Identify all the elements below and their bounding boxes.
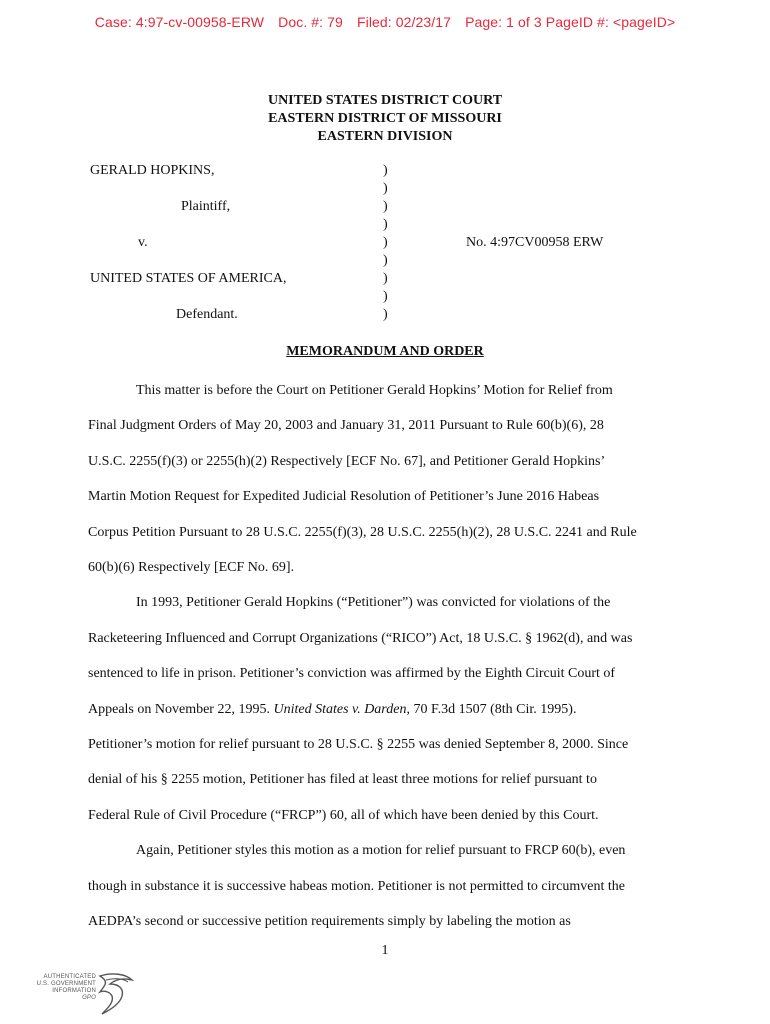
gpo-seal-line: AUTHENTICATED (43, 974, 96, 980)
caption-row (0, 289, 770, 307)
body-paragraph (88, 833, 684, 939)
defendant-role: Defendant. (176, 307, 238, 322)
page-id-header: Page: 1 of 3 PageID #: <pageID> (465, 14, 676, 30)
case-citation-name: United States v. Darden (273, 701, 407, 717)
plaintiff-role: Plaintiff, (181, 199, 231, 214)
caption-row (0, 253, 770, 271)
gpo-seal-text (32, 974, 96, 1002)
body-line: sentenced to life in prison. Petitioner’s conviction was affirmed by the Eighth Circuit Court of (88, 666, 616, 682)
court-division: EASTERN DIVISION (317, 129, 453, 144)
memorandum-body (88, 373, 684, 940)
caption-paren: ) (383, 199, 388, 214)
caption-row (0, 199, 770, 217)
caption-row (0, 271, 770, 289)
filed-date-header: Filed: 02/23/17 (356, 14, 452, 30)
document-title: MEMORANDUM AND ORDER (286, 344, 484, 359)
court-heading (0, 92, 770, 146)
gpo-authentication-seal (32, 970, 142, 1018)
body-line: 60(b)(6) Respectively [ECF No. 69]. (88, 560, 295, 576)
court-district: EASTERN DISTRICT OF MISSOURI (268, 111, 502, 126)
body-line: Racketeering Influenced and Corrupt Organizations (“RICO”) Act, 18 U.S.C. § 1962(d), and was (88, 630, 633, 646)
caption-paren: ) (383, 181, 388, 196)
body-line: AEDPA’s second or successive petition requirements simply by labeling the motion as (88, 914, 571, 930)
caption-row (0, 217, 770, 235)
caption-paren: ) (383, 289, 388, 304)
case-citation-reporter: , 70 F.3d 1507 (8th Cir. 1995). (406, 701, 577, 717)
body-line: This matter is before the Court on Petitioner Gerald Hopkins’ Motion for Relief from (136, 383, 613, 398)
body-line: Federal Rule of Civil Procedure (“FRCP”) 60, all of which have been denied by this Court. (88, 807, 599, 823)
caption-row (0, 235, 770, 253)
versus-label: v. (138, 235, 148, 250)
body-paragraph (88, 373, 684, 585)
caption-row (0, 163, 770, 181)
caption-paren: ) (383, 253, 388, 268)
gpo-seal-line: GPO (82, 995, 96, 1001)
plaintiff-name: GERALD HOPKINS, (90, 163, 215, 178)
body-line: Again, Petitioner styles this motion as a motion for relief pursuant to FRCP 60(b), even (136, 843, 626, 859)
gpo-seal-line: INFORMATION (52, 988, 96, 994)
body-line: U.S.C. 2255(f)(3) or 2255(h)(2) Respectively [ECF No. 67], and Petitioner Gerald Hopkins’ (88, 453, 606, 469)
caption-paren: ) (383, 163, 388, 178)
caption-paren: ) (383, 271, 388, 286)
eagle-icon (92, 970, 140, 1018)
gpo-seal-line: U.S. GOVERNMENT (36, 981, 96, 987)
court-name: UNITED STATES DISTRICT COURT (267, 93, 503, 108)
body-line: Petitioner’s motion for relief pursuant to 28 U.S.C. § 2255 was denied September 8, 2000. Since (88, 737, 629, 753)
case-number-header: Case: 4:97-cv-00958-ERW (94, 14, 265, 30)
body-line: though in substance it is successive habeas motion. Petitioner is not permitted to circumvent the (88, 878, 625, 894)
defendant-name: UNITED STATES OF AMERICA, (90, 271, 287, 286)
caption-paren: ) (383, 217, 388, 232)
caption-row (0, 181, 770, 199)
doc-number-header: Doc. #: 79 (278, 14, 343, 30)
body-paragraph (88, 585, 684, 833)
caption-paren: ) (383, 307, 388, 322)
page-number: 1 (381, 943, 389, 958)
body-line-with-citation (88, 692, 684, 727)
body-line: denial of his § 2255 motion, Petitioner has filed at least three motions for relief pursuant to (88, 772, 597, 788)
case-number: No. 4:97CV00958 ERW (466, 235, 604, 250)
caption-paren: ) (383, 235, 388, 250)
ecf-filing-header (0, 14, 770, 30)
body-line: Corpus Petition Pursuant to 28 U.S.C. 2255(f)(3), 28 U.S.C. 2255(h)(2), 28 U.S.C. 2241 and Rule (88, 524, 637, 540)
body-line: In 1993, Petitioner Gerald Hopkins (“Petitioner”) was convicted for violations of the (136, 595, 611, 611)
caption-row (0, 307, 770, 325)
body-line: Martin Motion Request for Expedited Judicial Resolution of Petitioner’s June 2016 Habeas (88, 489, 600, 505)
body-line: Final Judgment Orders of May 20, 2003 and January 31, 2011 Pursuant to Rule 60(b)(6), 28 (88, 418, 604, 434)
body-line-text: Appeals on November 22, 1995. (88, 701, 274, 717)
